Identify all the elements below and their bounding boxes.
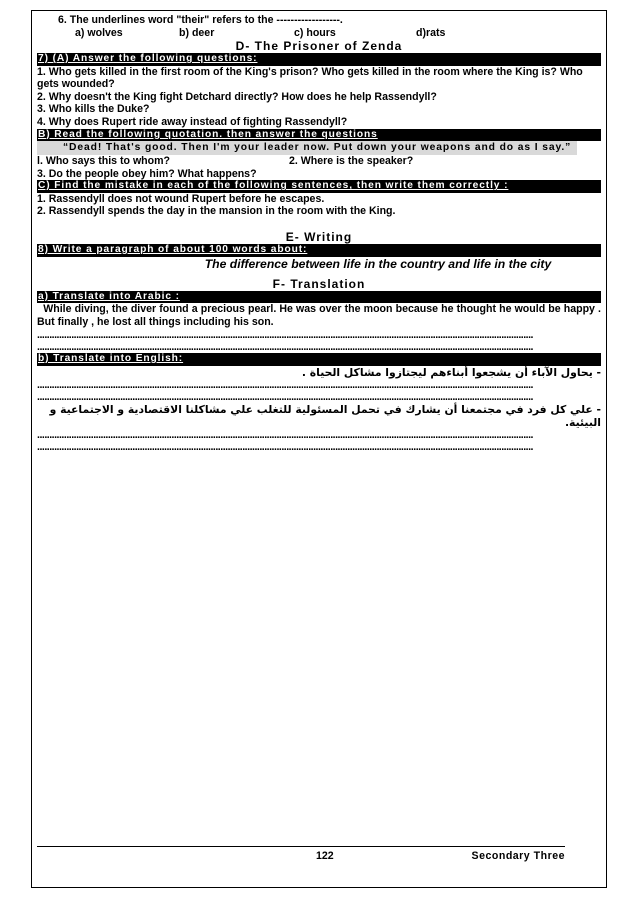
option-c: c) hours <box>294 26 336 39</box>
question-7-3: 3. Who kills the Duke? <box>37 103 150 116</box>
option-b: b) deer <box>179 26 215 39</box>
section-f-part-a-heading: a) Translate into Arabic : <box>37 291 601 304</box>
mistake-sentence-2: 2. Rassendyll spends the day in the mansion in the room with the King. <box>37 205 396 218</box>
section-f-title: F- Translation <box>272 276 366 291</box>
worksheet-content <box>37 14 601 453</box>
quotation-question-2: 2. Where is the speaker? <box>289 155 414 168</box>
page-footer <box>37 846 565 862</box>
section-e-heading: 8) Write a paragraph of about 100 words about: <box>37 244 601 257</box>
quotation-box: “Dead! That's good. Then I'm your leader now. Put down your weapons and do as I say.” <box>37 141 577 155</box>
answer-line-1: ........................................................................................................................................................................................................... <box>37 329 533 342</box>
arabic-sentence-2: - علي كل فرد في مجتمعنا أن يشارك في تحمل المسئولية للتغلب علي مشاكلنا الاقتصادية و الاجتماعية و البيئية. <box>49 402 601 429</box>
answer-line-6: ........................................................................................................................................................................................................... <box>37 440 533 453</box>
quotation-questions-row <box>37 155 601 168</box>
mistake-sentence-1: 1. Rassendyll does not wound Rupert before he escapes. <box>37 192 325 205</box>
writing-topic: The difference between life in the country and life in the city <box>204 256 552 271</box>
question-6-stem: 6. The underlines word "their" refers to the ------------------. <box>58 14 343 26</box>
question-6-options <box>37 27 601 40</box>
question-7-4: 4. Why does Rupert ride away instead of fighting Rassendyll? <box>37 116 348 129</box>
answer-line-4: ........................................................................................................................................................................................................... <box>37 390 533 403</box>
footer-label: Secondary Three <box>471 850 565 862</box>
section-d-part-b-heading: B) Read the following quotation. then answer the questions <box>37 129 601 142</box>
section-f-part-b-heading: b) Translate into English: <box>37 353 601 366</box>
section-d-part-c-heading: C) Find the mistake in each of the following sentences, then write them correctly : <box>37 180 601 193</box>
question-7-2: 2. Why doesn't the King fight Detchard directly? How does he help Rassendyll? <box>37 90 437 103</box>
quotation-question-1: l. Who says this to whom? <box>37 155 171 168</box>
section-d-title: D- The Prisoner of Zenda <box>235 39 403 54</box>
answer-line-3: ........................................................................................................................................................................................................... <box>37 378 533 391</box>
page-number: 122 <box>316 850 334 862</box>
section-e-title: E- Writing <box>285 230 353 245</box>
quotation-question-3: 3. Do the people obey him? What happens? <box>37 167 257 180</box>
arabic-translation-text: While diving, the diver found a precious pearl. He was over the moon because he thought he would be happy . But finally , he lost all things including his son. <box>37 303 601 329</box>
answer-line-5: ........................................................................................................................................................................................................... <box>37 428 533 441</box>
arabic-sentence-1: - يحاول الآباء أن يشجعوا أبناءهم ليجتازوا مشاكل الحياة . <box>301 365 601 379</box>
option-a: a) wolves <box>75 26 123 39</box>
option-d: d)rats <box>416 26 446 39</box>
question-7-1: 1. Who gets killed in the first room of the King's prison? Who gets killed in the room where the King is? Who gets wounded? <box>37 65 583 91</box>
section-d-part-a-heading: 7) (A) Answer the following questions: <box>37 53 601 66</box>
answer-line-2: ........................................................................................................................................................................................................... <box>37 341 533 354</box>
